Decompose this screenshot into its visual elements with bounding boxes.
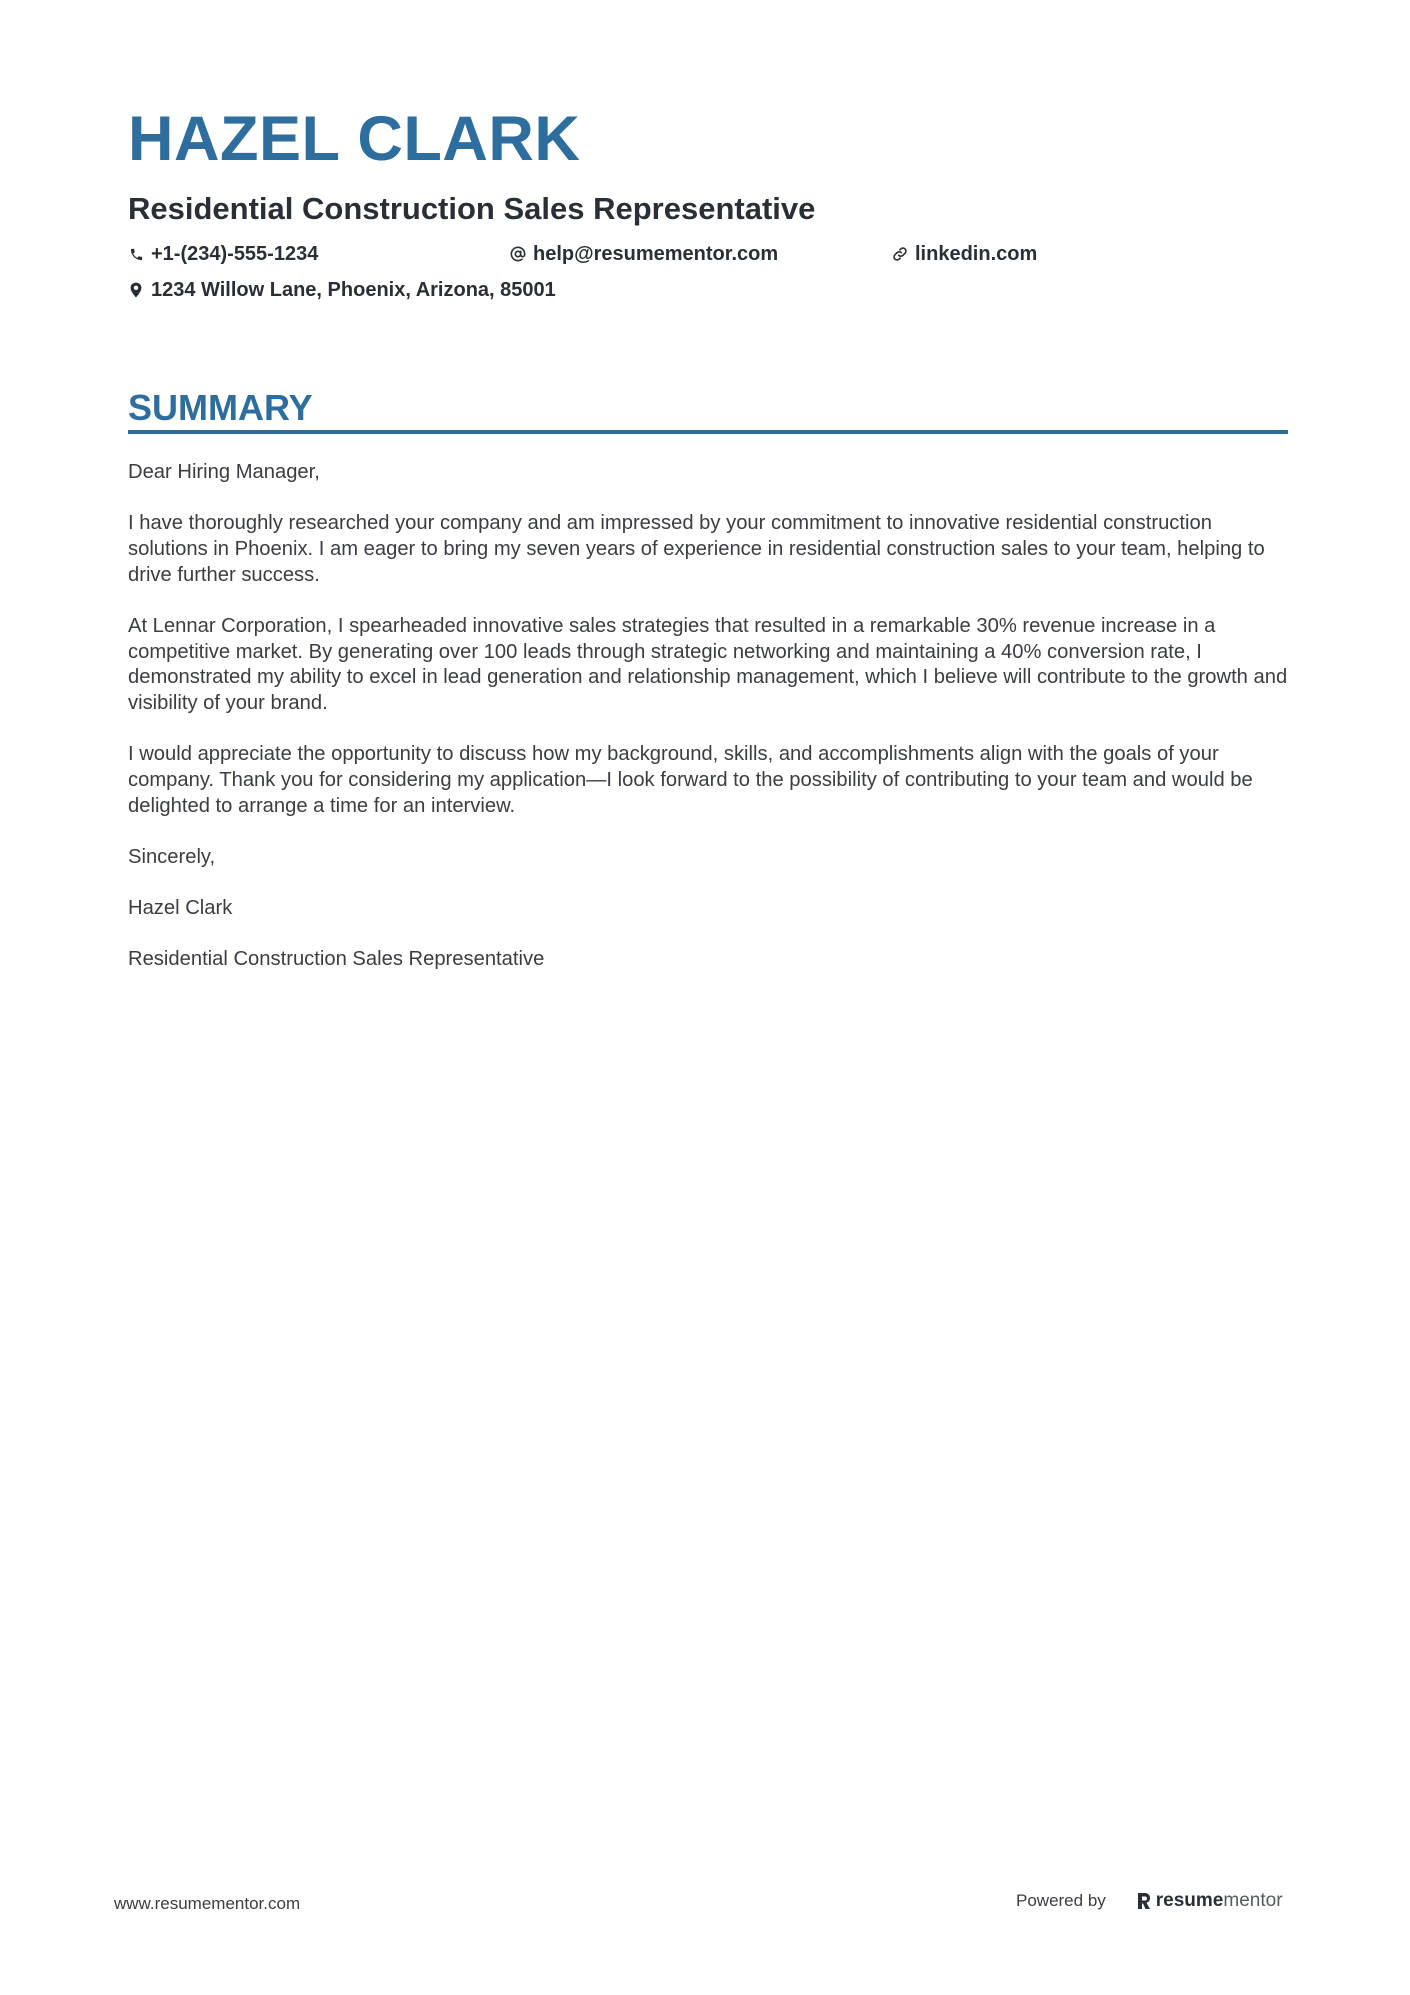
- contact-linkedin: [892, 244, 1037, 264]
- summary-heading: SUMMARY: [128, 387, 313, 428]
- summary-divider: [128, 430, 1288, 434]
- letter-signature-title: Residential Construction Sales Representative: [128, 948, 545, 971]
- letter-paragraph: I have thoroughly researched your company and am impressed by your commitment to innovative residential construction solutions in Phoenix. I am eager to bring my seven years of experience in residential construction sales to your team, helping to drive further success.: [128, 512, 1265, 586]
- footer-powered-by: [1016, 1890, 1283, 1912]
- brand-text-bold: resume: [1155, 1890, 1224, 1911]
- letter-closing: Sincerely,: [128, 845, 216, 868]
- at-sign-icon: [510, 246, 526, 262]
- cover-letter-body: [128, 460, 1290, 998]
- letter-paragraph: I would appreciate the opportunity to discuss how my background, skills, and accomplishments align with the goals of your company. Thank you for considering my application—I look forward to the possibility of contributing to your team and would be delighted to arrange a time for an interview.: [128, 743, 1253, 817]
- powered-by-label: Powered by: [1016, 1891, 1106, 1910]
- linkedin-link[interactable]: linkedin.com: [915, 243, 1038, 265]
- brand-logo[interactable]: [1136, 1890, 1283, 1912]
- candidate-name: HAZEL CLARK: [128, 104, 581, 174]
- link-icon: [892, 246, 908, 262]
- letter-salutation: Dear Hiring Manager,: [128, 461, 320, 483]
- phone-icon: [128, 246, 144, 262]
- footer-website[interactable]: www.resumementor.com: [114, 1894, 301, 1913]
- contact-phone: [128, 244, 318, 264]
- contact-address: [128, 280, 556, 300]
- address-text: 1234 Willow Lane, Phoenix, Arizona, 85001: [151, 279, 556, 301]
- brand-text-light: mentor: [1223, 1890, 1283, 1911]
- candidate-role: Residential Construction Sales Representative: [128, 191, 816, 226]
- phone-text: +1-(234)-555-1234: [151, 243, 319, 265]
- letter-paragraph: At Lennar Corporation, I spearheaded innovative sales strategies that resulted in a remarkable 30% revenue increase in a competitive market. By generating over 100 leads through strategic networking and maintaining a 40% conversion rate, I demonstrated my ability to excel in lead generation and relationship management, which I believe will contribute to the growth and visibility of your brand.: [128, 614, 1288, 714]
- location-pin-icon: [128, 282, 144, 298]
- letter-signature-name: Hazel Clark: [128, 896, 233, 919]
- contact-email: [510, 244, 778, 264]
- resumementor-logo-icon: [1136, 1891, 1152, 1911]
- email-link[interactable]: help@resumementor.com: [533, 243, 779, 265]
